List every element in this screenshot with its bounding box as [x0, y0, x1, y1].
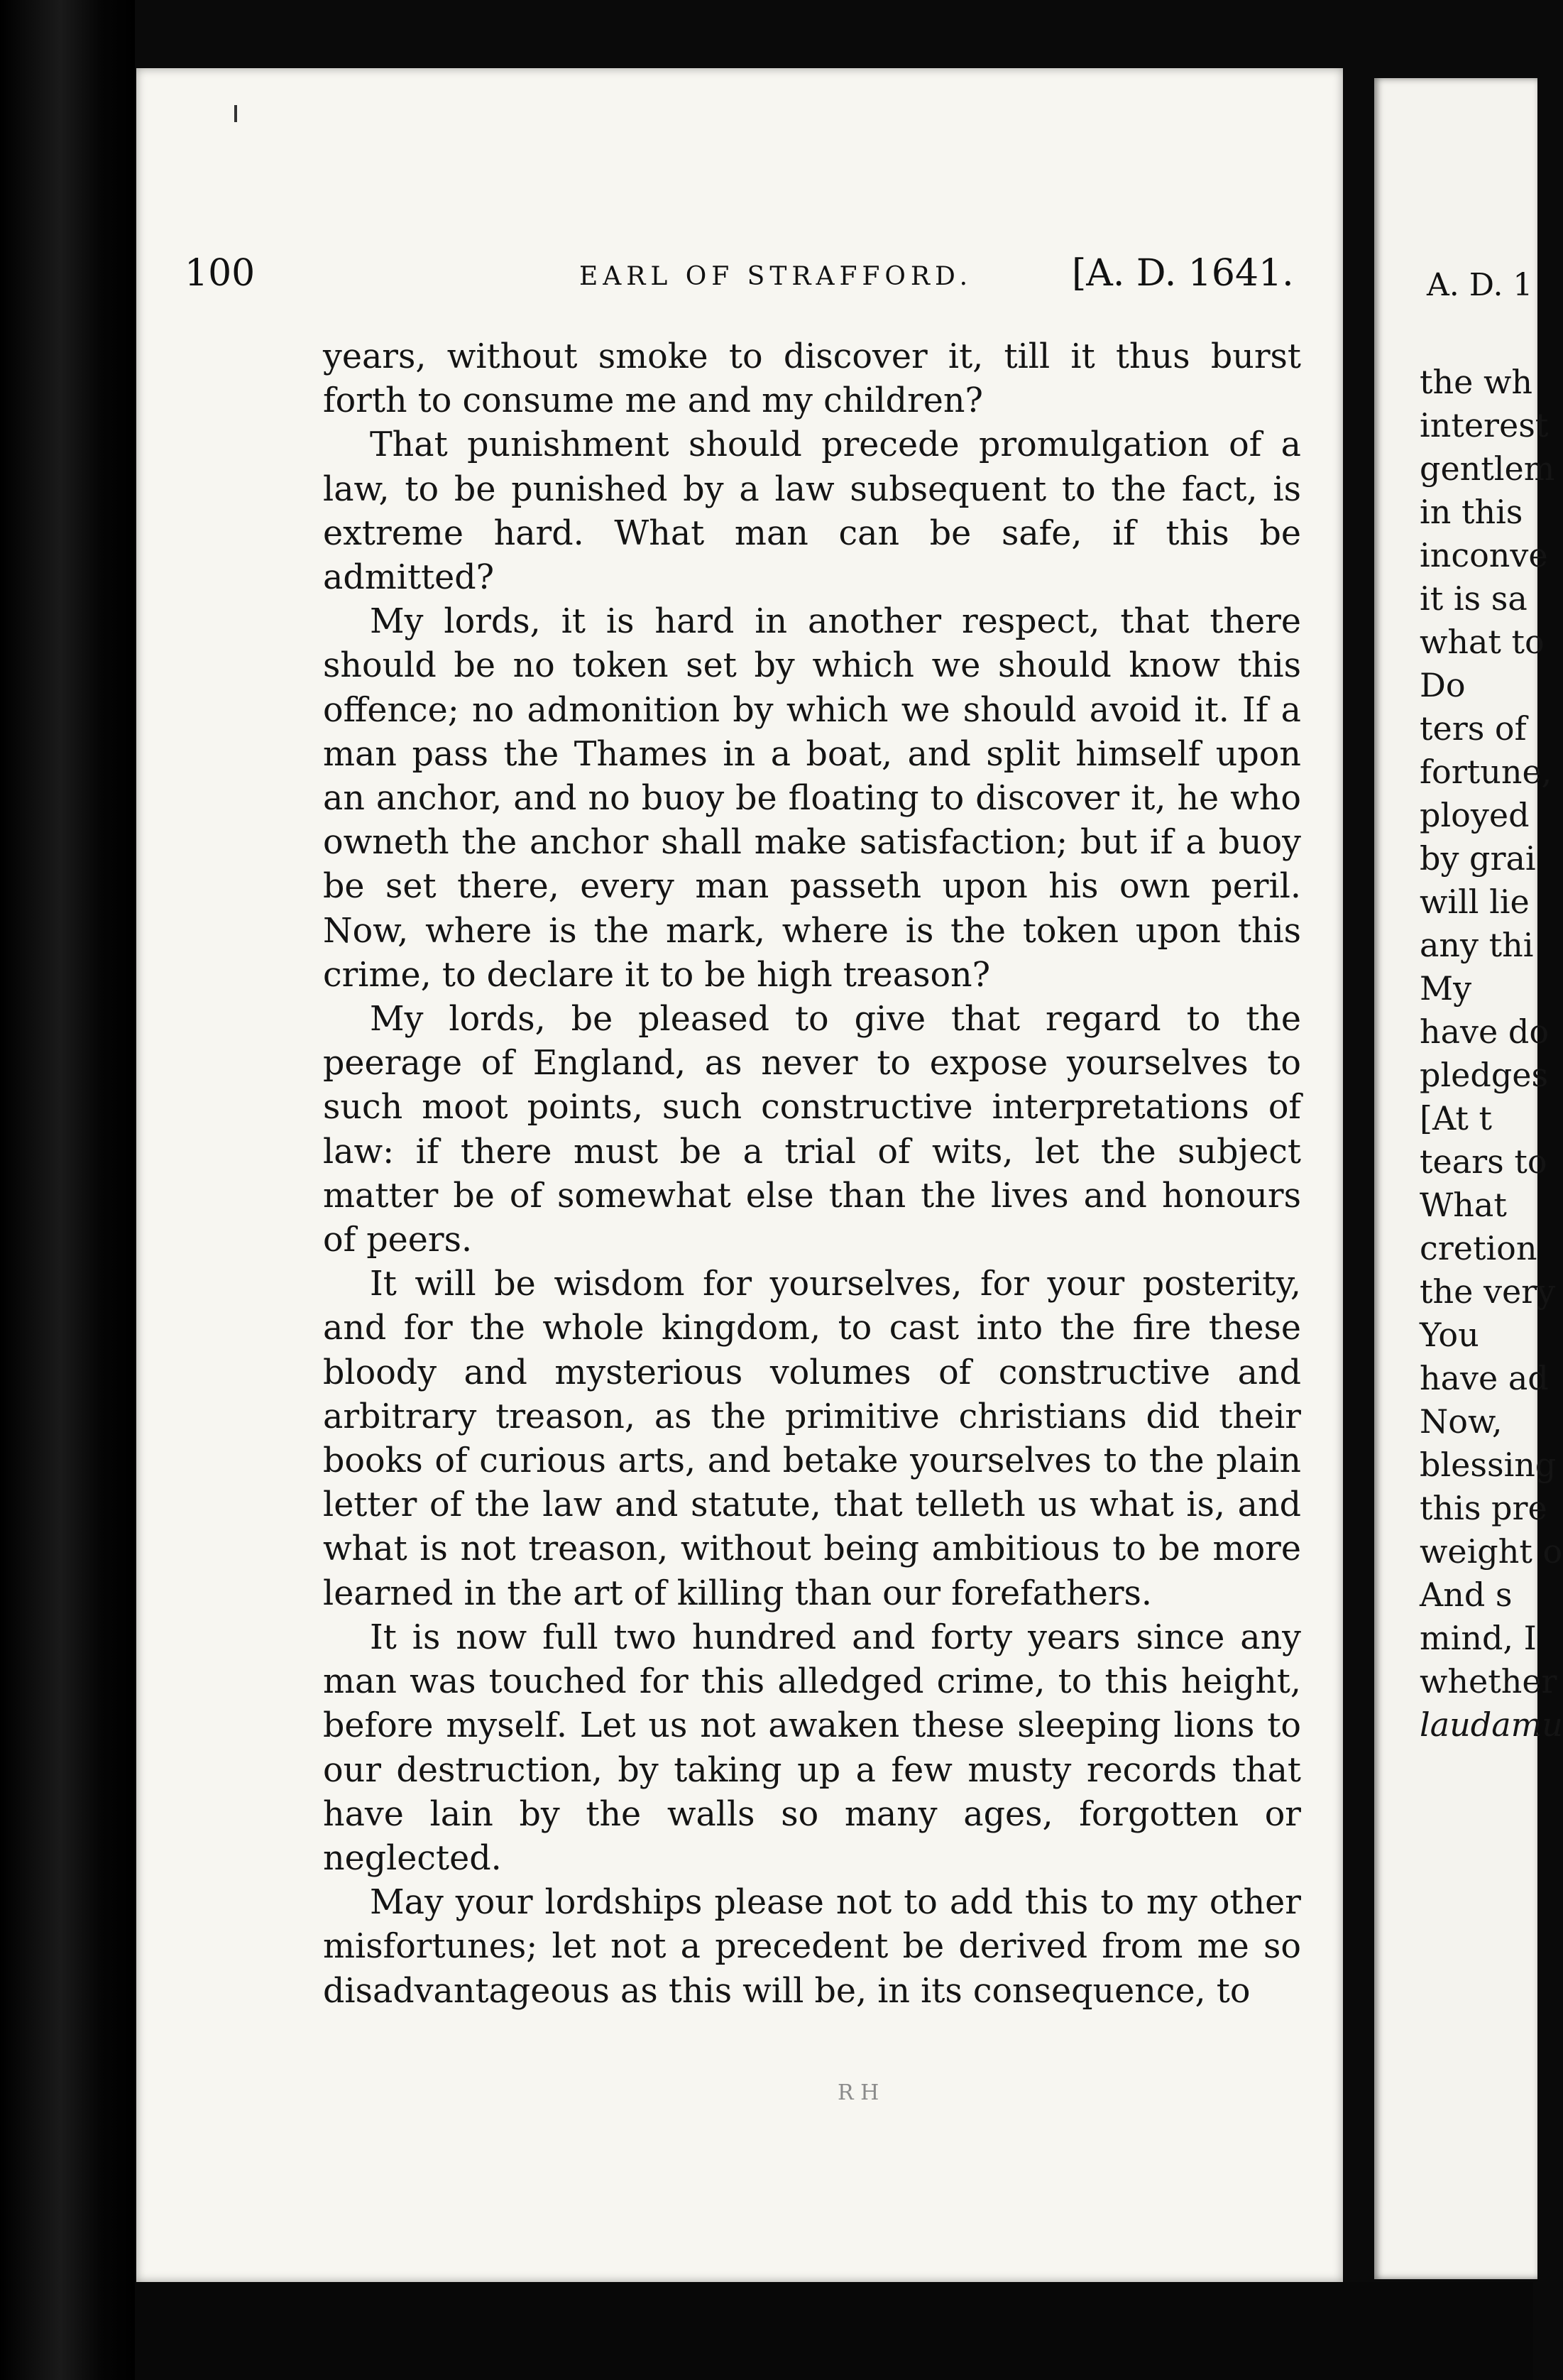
- right-page-line: by grai: [1420, 839, 1536, 878]
- right-page-line: any thi: [1420, 926, 1534, 964]
- book-binding: [0, 0, 135, 2380]
- paragraph: My lords, it is hard in another respect, that there should be no token set by which we should know this offence; no admonition by which we should avoid it. If a man pass the Thames in a boat, and split himself upon an anchor, and no buoy be floating to discover it, he who owneth the anchor shall make satisfaction; but if a buoy be set there, every man passeth upon his own peril. Now, where is the mark, where is the token upon this crime, to declare it to be high treason?: [323, 602, 1301, 995]
- paragraph: It will be wisdom for yourselves, for your posterity, and for the whole kingdom, to cast into the fire these bloody and mysterious volumes of constructive and arbitrary treason, as the primitive christians did their books of curious arts, and betake yourselves to the plain letter of the law and statute, that telleth us what is, and what is not treason, without being ambitious to be more learned in the art of killing than our forefathers.: [323, 1265, 1301, 1613]
- running-header: [185, 252, 1306, 302]
- paragraph: That punishment should precede promulgation of a law, to be punished by a law subsequent to the fact, is extreme hard. What man can be safe, if this be admitted?: [323, 425, 1301, 598]
- right-page-line: it is sa: [1420, 579, 1528, 618]
- right-page-line: interest: [1420, 406, 1549, 444]
- page-number: 100: [185, 252, 256, 295]
- right-page-line: ters of: [1420, 709, 1527, 748]
- right-page-line: And s: [1420, 1576, 1513, 1614]
- right-page-line: the very: [1420, 1272, 1556, 1311]
- running-title: EARL OF STRAFFORD.: [579, 262, 973, 291]
- right-page-line: the wh: [1420, 363, 1532, 401]
- right-page-text: [1420, 361, 1562, 1747]
- right-page-line: What: [1420, 1186, 1507, 1224]
- paragraph: May your lordships please not to add this to my other misfortunes; let not a precedent be derived from me so disadvantageous as this will be, in its consequence, to: [323, 1883, 1301, 2011]
- right-page-line: what to: [1420, 623, 1545, 661]
- paragraph: It is now full two hundred and forty years since any man was touched for this alledged crime, to this height, before myself. Let us not awaken these sleeping lions to our destruction, by taking up a few musty records that have lain by the walls so many ages, forgotten or neglected.: [323, 1617, 1301, 1878]
- right-page-line: cretion: [1420, 1229, 1537, 1267]
- right-page-line: [At t: [1420, 1099, 1492, 1137]
- header-date: [A. D. 1641.: [1072, 252, 1294, 295]
- right-page-line: have ad: [1420, 1359, 1549, 1397]
- page-edge-shadow: [135, 2282, 1533, 2380]
- paragraph: My lords, be pleased to give that regard to the peerage of England, as never to expose yourselves to such moot points, such constructive interpretations of law: if there must be a trial of wits, let the subject matter be of somewhat else than the lives and honours of peers.: [323, 1000, 1301, 1260]
- right-page-line: gentlem: [1420, 449, 1555, 488]
- right-page-line: tears to: [1420, 1142, 1547, 1181]
- body-text: [323, 335, 1301, 2014]
- right-page-header: A. D. 1: [1427, 267, 1533, 303]
- right-page-line: will lie: [1420, 883, 1530, 921]
- right-page-line: blessing: [1420, 1446, 1557, 1484]
- right-page-line: fortune,: [1420, 753, 1552, 791]
- page-mark: [234, 105, 237, 122]
- paragraph: years, without smoke to discover it, till it thus burst forth to consume me and my children?: [323, 337, 1301, 421]
- right-page-line: mind, I: [1420, 1619, 1537, 1657]
- catchword: R H: [838, 2080, 879, 2105]
- right-page-line: laudamu: [1420, 1705, 1563, 1744]
- right-page-line: You: [1420, 1316, 1479, 1354]
- right-page-line: have do: [1420, 1012, 1550, 1051]
- right-page-line: Now,: [1420, 1402, 1503, 1441]
- right-page-line: in this: [1420, 493, 1523, 531]
- right-page-line: Do: [1420, 666, 1466, 704]
- right-page-line: inconve: [1420, 536, 1548, 574]
- right-page-line: My: [1420, 969, 1472, 1008]
- right-page-line: ployed: [1420, 796, 1530, 834]
- right-page-line: this pre: [1420, 1489, 1547, 1527]
- right-page-line: whether: [1420, 1662, 1557, 1701]
- right-page-line: pledges: [1420, 1056, 1549, 1094]
- right-page-line: weight o: [1420, 1532, 1563, 1571]
